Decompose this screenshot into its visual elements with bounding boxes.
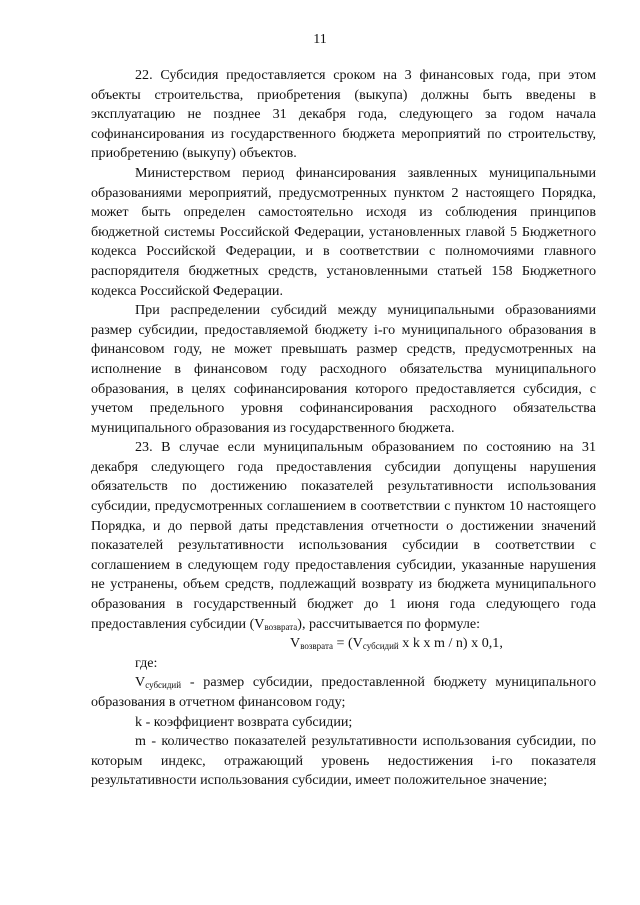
- document-body: [91, 66, 596, 791]
- page-number: 11: [313, 32, 327, 47]
- where-label: где:: [135, 654, 158, 671]
- paragraph-ministry-period: Министерством период финансирования заявленных муниципальными образованиями мероприятий, предусмотренных пунктом 2 настоящего Порядка, может быть определен самостоятельно исходя из соблюдения принципов бюджетной системы Российской Федерации, установленных главой 5 Бюджетного кодекса Российской Федерации, и в соответствии с полномочиями главного распорядителя бюджетных средств, установленными статьей 158 Бюджетного кодекса Российской Федерации.: [91, 164, 596, 299]
- paragraph-23-text: 23. В случае если муниципальным образованием по состоянию на 31 декабря следующего года предоставления субсидии допущены нарушения обязательств по достижению показателей результативности использования субсидии, предусмотренных соглашением в соответствии с пунктом 10 настоящего Порядка, и до первой даты представления отчетности о достижении значений показателей результативности использования субсидии в соответствии с соглашением в следующем году предоставления субсидии, указанные нарушения не устранены, объем средств, подлежащий возврату из бюджета муниципального образования в государственный бюджет до 1 июня года следующего года предоставления субсидии (V: [91, 439, 596, 632]
- formula-eq-open: = (V: [332, 635, 363, 652]
- definition-v-term: V: [135, 674, 146, 691]
- return-formula: [91, 634, 596, 654]
- formula-lhs-subscript: возврата: [300, 641, 333, 652]
- formula-lhs-v: V: [290, 635, 301, 652]
- paragraph-22: 22. Субсидия предоставляется сроком на 3 финансовых года, при этом объекты строительства, приобретения (выкупа) должны быть введены в эксплуатацию не позднее 31 декабря года, следующего за годом начала софинансирования из государственного бюджета мероприятий по строительству, приобретению (выкупу) объектов.: [91, 67, 596, 162]
- definition-v-text: - размер субсидии, предоставленной бюджету муниципального образования в отчетном финансовом году;: [91, 674, 596, 710]
- definition-m: m - количество показателей результативности использования субсидии, по которым индекс, отражающий уровень недостижения i-го показателя результативности использования субсидии, имеет положительное значение;: [91, 733, 596, 789]
- formula-rhs-rest: x k x m / n) x 0,1,: [398, 635, 503, 652]
- formula-rhs-subscript: субсидий: [362, 641, 399, 652]
- paragraph-subsidy-distribution: При распределении субсидий между муниципальными образованиями размер субсидии, предоставляемой бюджету i-го муниципального образования в финансовом году, не может превышать размер средств, предусмотренных на исполнение в финансовом году расходного обязательства муниципального образования, в целях софинансирования которого предоставляется субсидия, с учетом предельного уровня софинансирования расходного обязательства муниципального образования из государственного бюджета.: [91, 302, 596, 436]
- definition-k: k - коэффициент возврата субсидии;: [135, 713, 353, 730]
- paragraph-23: [91, 438, 596, 634]
- paragraph-23-subscript: возврата: [264, 621, 298, 632]
- definition-v-subsidy: [91, 673, 596, 712]
- definition-v-subscript: субсидий: [145, 680, 182, 691]
- paragraph-23-end: ), рассчитывается по формуле:: [297, 615, 481, 632]
